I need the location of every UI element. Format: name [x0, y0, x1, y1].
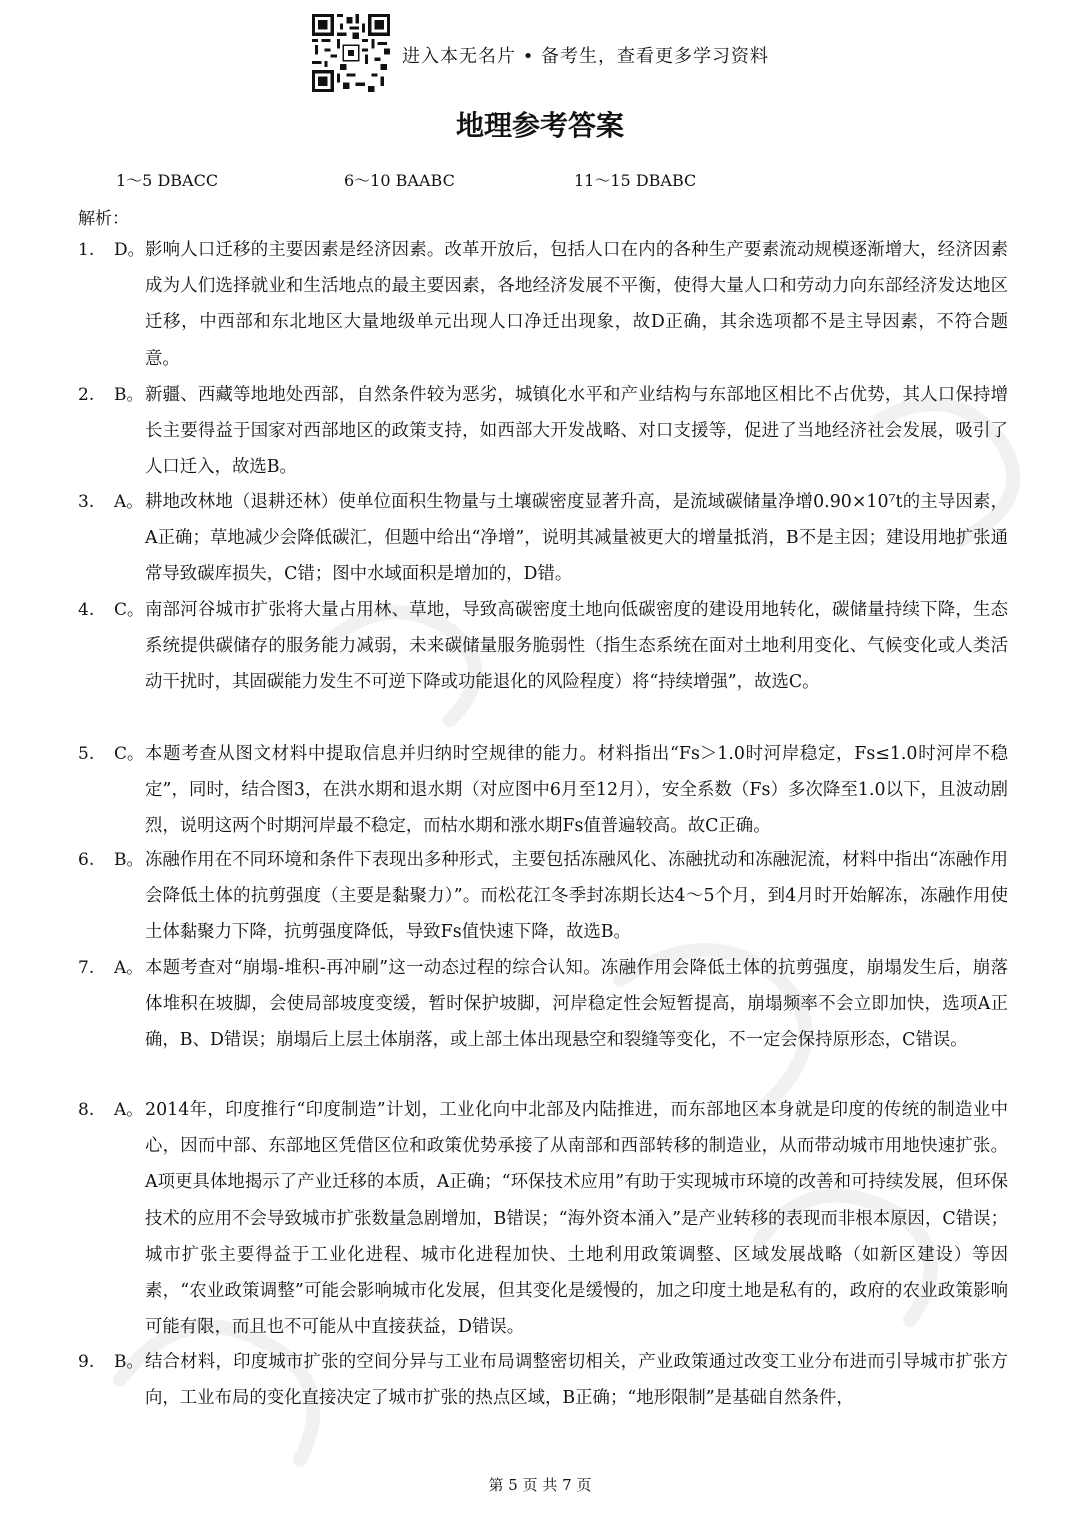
analysis-item-5	[78, 736, 1008, 845]
item-answer: D。	[114, 240, 145, 260]
item-explanation: 本题考查从图文材料中提取信息并归纳时空规律的能力。材料指出“Fs＞1.0时河岸稳定，Fs≤1.0时河岸不稳定”，同时，结合图3，在洪水期和退水期（对应图中6月至12月），安全系数（Fs）多次降至1.0以下，且波动剧烈，说明这两个时期河岸最不稳定，而枯水期和涨水期Fs值普遍较高。故C正确。	[145, 744, 1008, 837]
item-explanation: 新疆、西藏等地地处西部，自然条件较为恶劣，城镇化水平和产业结构与东部地区相比不占优势，其人口保持增长主要得益于国家对西部地区的政策支持，如西部大开发战略、对口支援等，促进了当地经济社会发展，吸引了人口迁入，故选B。	[145, 385, 1008, 478]
analysis-item-3	[78, 484, 1008, 593]
item-number: 1.	[78, 240, 95, 260]
answer-letters: DBACC	[157, 171, 219, 190]
analysis-label: 解析：	[78, 209, 129, 229]
item-explanation: 本题考查对“崩塌-堆积-再冲刷”这一动态过程的综合认知。冻融作用会降低土体的抗剪强度，崩塌发生后，崩落体堆积在坡脚，会使局部坡度变缓，暂时保护坡脚，河岸稳定性会短暂提高，崩塌频率不会立即加快，选项A正确，B、D错误；崩塌后上层土体崩落，或上部土体出现悬空和裂缝等变化，不一定会保持原形态，C错误。	[145, 958, 1008, 1051]
item-answer: A。	[114, 492, 144, 512]
page-title: 地理参考答案	[455, 109, 624, 142]
analysis-item-7	[78, 950, 1008, 1059]
item-number: 5.	[78, 744, 95, 764]
analysis-item-6	[78, 842, 1008, 951]
item-number: 7.	[78, 958, 95, 978]
item-answer: C。	[114, 600, 145, 620]
qr-caption: 进入本无名片 • 备考生，查看更多学习资料	[402, 46, 770, 67]
item-number: 8.	[78, 1100, 95, 1120]
answer-key-group-3	[574, 168, 696, 191]
item-answer: A。	[114, 958, 144, 978]
item-number: 3.	[78, 492, 95, 512]
item-answer: B。	[114, 850, 144, 870]
answer-range: 6～10	[344, 171, 391, 190]
item-answer: B。	[114, 1352, 144, 1372]
page-footer: 第 5 页 共 7 页	[488, 1476, 592, 1494]
analysis-item-2	[78, 377, 1008, 486]
qr-code[interactable]	[312, 14, 390, 92]
item-explanation: 影响人口迁移的主要因素是经济因素。改革开放后，包括人口在内的各种生产要素流动规模逐渐增大，经济因素成为人们选择就业和生活地点的最主要因素，各地经济发展不平衡，使得大量人口和劳动力向东部经济发达地区迁移，中西部和东北地区大量地级单元出现人口净迁出现象，故D正确，其余选项都不是主导因素，不符合题意。	[145, 240, 1008, 369]
item-explanation: 南部河谷城市扩张将大量占用林、草地，导致高碳密度土地向低碳密度的建设用地转化，碳储量持续下降，生态系统提供碳储存的服务能力减弱，未来碳储量服务脆弱性（指生态系统在面对土地利用变化、气候变化或人类活动干扰时，其固碳能力发生不可逆下降或功能退化的风险程度）将“持续增强”，故选C。	[145, 600, 1008, 693]
item-answer: A。	[114, 1100, 144, 1120]
item-explanation: 2014年，印度推行“印度制造”计划，工业化向中北部及内陆推进，而东部地区本身就是印度的传统的制造业中心，因而中部、东部地区凭借区位和政策优势承接了从南部和西部转移的制造业，从而带动城市用地快速扩张。A项更具体地揭示了产业迁移的本质，A正确；“环保技术应用”有助于实现城市环境的改善和可持续发展，但环保技术的应用不会导致城市扩张数量急剧增加，B错误；“海外资本涌入”是产业转移的表现而非根本原因，C错误；城市扩张主要得益于工业化进程、城市化进程加快、土地利用政策调整、区域发展战略（如新区建设）等因素，“农业政策调整”可能会影响城市化发展，但其变化是缓慢的，加之印度土地是私有的，政府的农业政策影响可能有限，而且也不可能从中直接获益，D错误。	[145, 1100, 1008, 1338]
item-answer: C。	[114, 744, 145, 764]
item-number: 6.	[78, 850, 95, 870]
analysis-item-1	[78, 232, 1008, 377]
analysis-item-8	[78, 1092, 1008, 1345]
analysis-item-4	[78, 592, 1008, 701]
answer-key-group-2	[344, 168, 455, 191]
item-number: 4.	[78, 600, 95, 620]
item-explanation: 耕地改林地（退耕还林）使单位面积生物量与土壤碳密度显著升高，是流域碳储量净增0.90×10⁷t的主导因素，A正确；草地减少会降低碳汇，但题中给出“净增”，说明其减量被更大的增量抵消，B不是主因；建设用地扩张通常导致碳库损失，C错；图中水域面积是增加的，D错。	[145, 492, 1008, 585]
item-number: 9.	[78, 1352, 95, 1372]
answer-letters: DBABC	[635, 171, 697, 190]
answer-range: 1～5	[116, 171, 153, 190]
analysis-item-9	[78, 1344, 1008, 1416]
item-explanation: 结合材料，印度城市扩张的空间分异与工业布局调整密切相关，产业政策通过改变工业分布进而引导城市扩张方向，工业布局的变化直接决定了城市扩张的热点区域，B正确；“地形限制”是基础自然条件，	[145, 1352, 1008, 1409]
answer-range: 11～15	[574, 171, 631, 190]
answer-letters: BAABC	[395, 171, 455, 190]
item-answer: B。	[114, 385, 144, 405]
item-number: 2.	[78, 385, 95, 405]
answer-key-group-1	[116, 168, 218, 191]
item-explanation: 冻融作用在不同环境和条件下表现出多种形式，主要包括冻融风化、冻融扰动和冻融泥流，材料中指出“冻融作用会降低土体的抗剪强度（主要是黏聚力）”。而松花江冬季封冻期长达4～5个月，到4月时开始解冻，冻融作用使土体黏聚力下降，抗剪强度降低，导致Fs值快速下降，故选B。	[145, 850, 1008, 943]
